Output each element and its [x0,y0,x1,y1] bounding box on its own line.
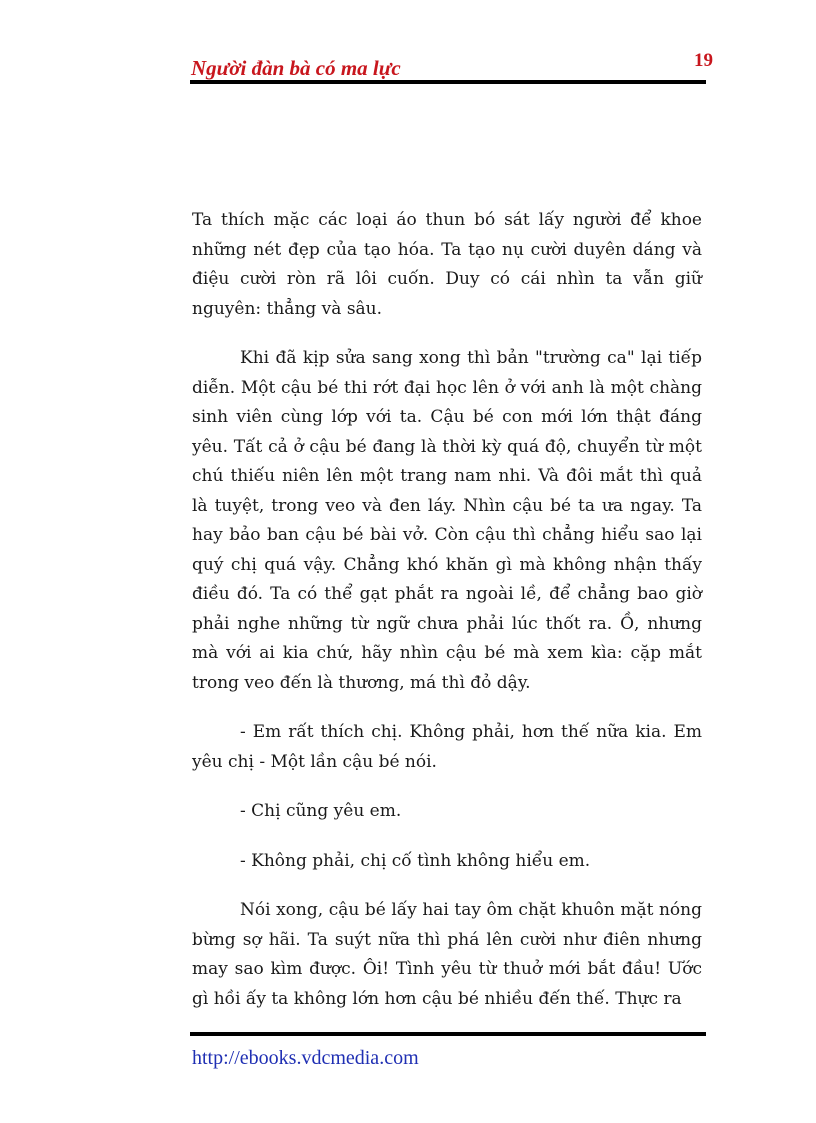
paragraph-3: - Em rất thích chị. Không phải, hơn thế nữa kia. Em yêu chị - Một lần cậu bé nói. [192,722,702,772]
paragraph-1: Ta thích mặc các loại áo thun bó sát lấy người để khoe những nét đẹp của tạo hóa. Ta tạo nụ cười duyên dáng và điệu cười ròn rã lôi cuốn. Duy có cái nhìn ta vẫn giữ nguyên: thẳng và sâu. [192,210,702,319]
paragraph-6: Nói xong, cậu bé lấy hai tay ôm chặt khuôn mặt nóng bừng sợ hãi. Ta suýt nữa thì phá lên cười như điên nhưng may sao kìm được. Ôi! Tình yêu từ thuở mới bắt đầu! Ước gì hồi ấy ta không lớn hơn cậu bé nhiều đến thế. Thực ra [192,900,702,1009]
paragraph-2: Khi đã kịp sửa sang xong thì bản "trường ca" lại tiếp diễn. Một cậu bé thi rớt đại học lên ở với anh là một chàng sinh viên cùng lớp với ta. Cậu bé con mới lớn thật đáng yêu. Tất cả ở cậu bé đang là thời kỳ quá độ, chuyển từ một chú thiếu niên lên một trang nam nhi. Và đôi mắt thì quả là tuyệt, trong veo và đen láy. Nhìn cậu bé ta ưa ngay. Ta hay bảo ban cậu bé bài vở. Còn cậu thì chẳng hiểu sao lại quý chị quá vậy. Chẳng khó khăn gì mà không nhận thấy điều đó. Ta có thể gạt phắt ra ngoài lề, để chẳng bao giờ phải nghe những từ ngữ chưa phải lúc thốt ra. Ồ, nhưng mà với ai kia chứ, hãy nhìn cậu bé mà xem kìa: cặp mắt trong veo đến là thương, má thì đỏ dậy. [192,348,702,693]
page-number: 19 [694,50,713,71]
footer-rule [190,1032,706,1036]
footer-link[interactable]: http://ebooks.vdcmedia.com [192,1047,419,1069]
header-title: Người đàn bà có ma lực [191,56,401,80]
paragraph-4: - Chị cũng yêu em. [240,801,402,821]
header-rule [190,80,706,84]
body-text [192,206,702,1034]
paragraph-5: - Không phải, chị cố tình không hiểu em. [240,850,591,871]
